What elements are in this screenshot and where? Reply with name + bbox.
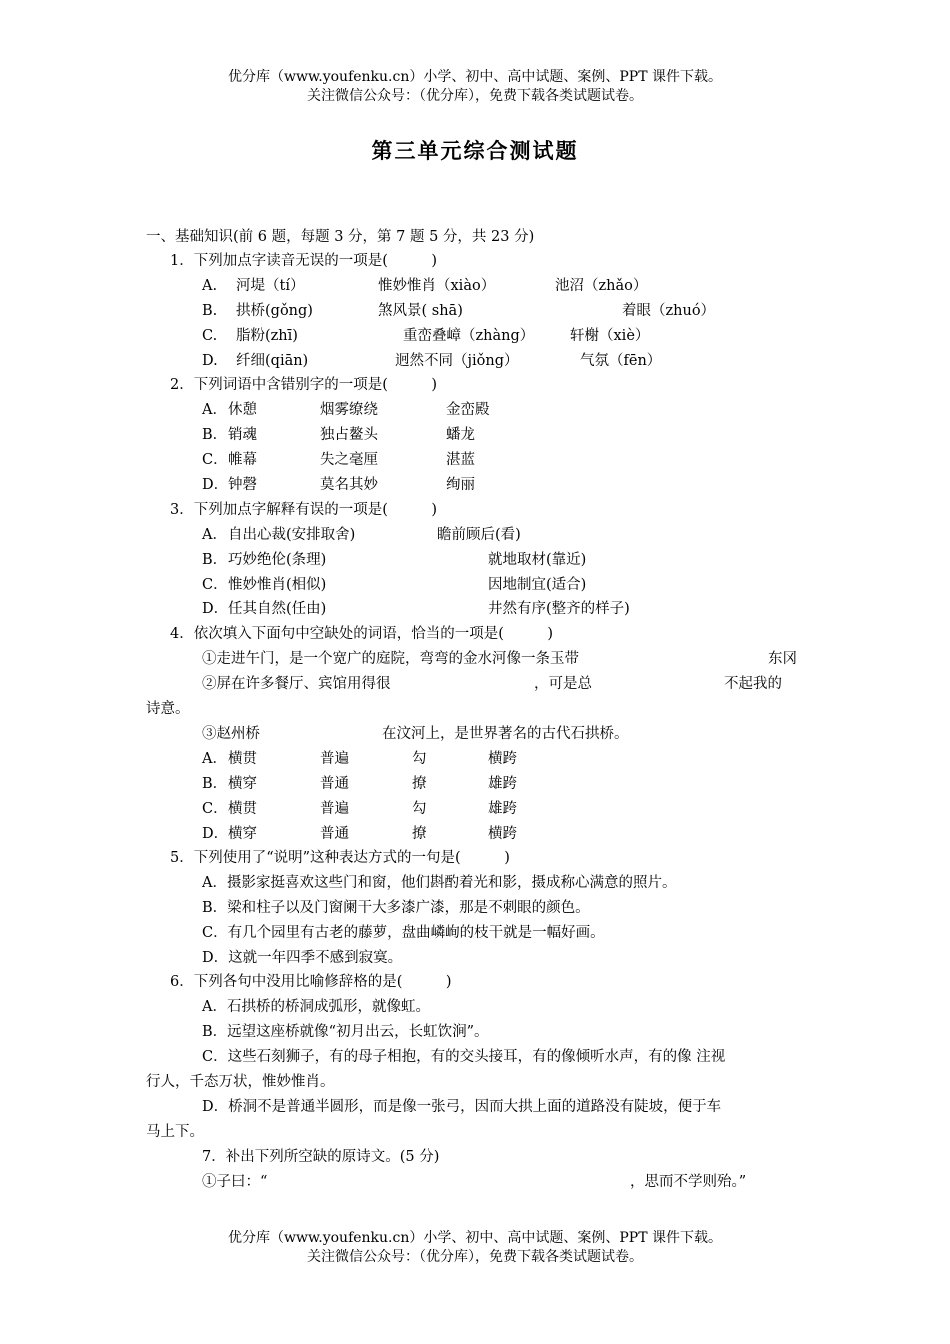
option-cell: 迥然不同（jiǒng） bbox=[395, 353, 519, 369]
option-cell: 普遍 bbox=[320, 751, 349, 767]
option-cell: 横跨 bbox=[488, 826, 517, 842]
option-label: A. bbox=[202, 278, 218, 294]
question-5-option-b: B．梁和柱子以及门窗阑干大多漆广漆，那是不刺眼的颜色。 bbox=[202, 900, 590, 916]
option-cell: 普通 bbox=[320, 826, 349, 842]
option-cell: 横贯 bbox=[228, 801, 257, 817]
option-label: B． bbox=[202, 427, 228, 443]
option-label: B. bbox=[202, 303, 218, 319]
question-6-option-a: A．石拱桥的桥洞成弧形，就像虹。 bbox=[202, 999, 430, 1015]
option-cell: 勾 bbox=[412, 751, 427, 767]
page-header-line1: 优分库（www.youfenku.cn）小学、初中、高中试题、案例、PPT 课件下载。 bbox=[227, 69, 722, 85]
question-4-sentence-1: ①走进午门，是一个宽广的庭院，弯弯的金水河像一条玉带 bbox=[202, 651, 579, 667]
question-4-stem: 4．依次填入下面句中空缺处的词语，恰当的一项是( ) bbox=[170, 626, 554, 642]
option-cell: 煞风景( shā) bbox=[378, 303, 463, 319]
option-label: C. bbox=[202, 328, 218, 344]
option-cell: 横贯 bbox=[228, 751, 257, 767]
option-cell: 巧妙绝伦(条理) bbox=[228, 552, 327, 568]
page-title: 第三单元综合测试题 bbox=[371, 138, 579, 163]
option-cell: 横跨 bbox=[488, 751, 517, 767]
option-cell: 就地取材(靠近) bbox=[488, 552, 587, 568]
question-4-sentence-2: ②屏在许多餐厅、宾馆用得很 bbox=[202, 676, 391, 692]
option-label: D. bbox=[202, 353, 218, 369]
option-cell: 雄跨 bbox=[488, 776, 517, 792]
question-6-option-d: D．桥洞不是普通半圆形，而是像一张弓，因而大拱上面的道路没有陡坡，便于车 bbox=[202, 1099, 722, 1115]
question-4-sentence-2-tail: 不起我的 bbox=[724, 676, 782, 692]
option-cell: 横穿 bbox=[228, 826, 257, 842]
option-cell: 轩榭（xiè） bbox=[570, 328, 650, 344]
option-cell: 独占鳌头 bbox=[320, 427, 378, 443]
option-cell: 河堤（tí） bbox=[236, 278, 305, 294]
question-6-option-b: B．远望这座桥就像“初月出云，长虹饮涧”。 bbox=[202, 1024, 489, 1040]
page-header-line2: 关注微信公众号：（优分库），免费下载各类试题试卷。 bbox=[307, 88, 643, 104]
option-label: B． bbox=[202, 552, 228, 568]
question-7-line-1-tail: ，思而不学则殆。” bbox=[630, 1174, 747, 1190]
section-heading: 一、基础知识(前 6 题，每题 3 分，第 7 题 5 分，共 23 分) bbox=[146, 229, 535, 245]
option-label: D． bbox=[202, 826, 229, 842]
option-cell: 瞻前顾后(看) bbox=[437, 527, 521, 543]
option-cell: 普通 bbox=[320, 776, 349, 792]
option-cell: 井然有序(整齐的样子) bbox=[488, 601, 630, 617]
option-cell: 气氛（fēn） bbox=[580, 353, 662, 369]
question-4-sentence-3: ③赵州桥 bbox=[202, 726, 260, 742]
option-cell: 撩 bbox=[412, 826, 427, 842]
option-cell: 池沼（zhǎo） bbox=[555, 278, 648, 294]
option-label: C． bbox=[202, 801, 228, 817]
option-cell: 横穿 bbox=[228, 776, 257, 792]
question-5-option-a: A．摄影家挺喜欢这些门和窗，他们斟酌着光和影，摄成称心满意的照片。 bbox=[202, 875, 677, 891]
option-cell: 帷幕 bbox=[228, 452, 257, 468]
question-5-option-c: C．有几个园里有古老的藤萝，盘曲嶙峋的枝干就是一幅好画。 bbox=[202, 925, 605, 941]
option-cell: 绚丽 bbox=[446, 477, 475, 493]
question-3-stem: 3．下列加点字解释有误的一项是( ) bbox=[170, 502, 438, 518]
option-cell: 惟妙惟肖(相似) bbox=[228, 577, 327, 593]
option-cell: 休憩 bbox=[228, 402, 257, 418]
option-cell: 湛蓝 bbox=[446, 452, 475, 468]
question-5-stem: 5．下列使用了“说明”这种表达方式的一句是( ) bbox=[170, 850, 510, 866]
option-cell: 撩 bbox=[412, 776, 427, 792]
page-footer-line2: 关注微信公众号：（优分库），免费下载各类试题试卷。 bbox=[307, 1249, 643, 1265]
question-4-sentence-3-tail: 在汶河上，是世界著名的古代石拱桥。 bbox=[382, 726, 629, 742]
option-cell: 惟妙惟肖（xiào） bbox=[378, 278, 496, 294]
question-6-option-c-wrap: 行人，千态万状，惟妙惟肖。 bbox=[146, 1074, 335, 1090]
option-label: D． bbox=[202, 601, 229, 617]
question-7-line-1: ①子曰：“ bbox=[202, 1174, 268, 1190]
option-label: A． bbox=[202, 402, 227, 418]
option-cell: 金峦殿 bbox=[446, 402, 490, 418]
option-cell: 勾 bbox=[412, 801, 427, 817]
option-label: B． bbox=[202, 776, 228, 792]
option-cell: 雄跨 bbox=[488, 801, 517, 817]
option-cell: 钟磬 bbox=[228, 477, 257, 493]
option-cell: 脂粉(zhī) bbox=[236, 328, 298, 344]
option-cell: 蟠龙 bbox=[446, 427, 475, 443]
question-6-option-d-wrap: 马上下。 bbox=[146, 1124, 204, 1140]
option-label: C． bbox=[202, 577, 228, 593]
question-5-option-d: D．这就一年四季不感到寂寞。 bbox=[202, 950, 403, 966]
option-cell: 自出心裁(安排取舍) bbox=[228, 527, 356, 543]
option-cell: 着眼（zhuó） bbox=[622, 303, 716, 319]
option-cell: 莫名其妙 bbox=[320, 477, 378, 493]
option-label: C． bbox=[202, 452, 228, 468]
question-4-sentence-2-mid: ，可是总 bbox=[534, 676, 592, 692]
page-footer-line1: 优分库（www.youfenku.cn）小学、初中、高中试题、案例、PPT 课件下载。 bbox=[227, 1230, 722, 1246]
question-6-stem: 6．下列各句中没用比喻修辞格的是( ) bbox=[170, 974, 452, 990]
option-label: A． bbox=[202, 751, 227, 767]
option-cell: 销魂 bbox=[228, 427, 257, 443]
option-cell: 烟雾缭绕 bbox=[320, 402, 378, 418]
question-1-stem: 1．下列加点字读音无误的一项是( ) bbox=[170, 253, 438, 269]
option-label: D． bbox=[202, 477, 229, 493]
question-2-stem: 2．下列词语中含错别字的一项是( ) bbox=[170, 377, 438, 393]
option-cell: 纤细(qiān) bbox=[236, 353, 309, 369]
option-cell: 因地制宜(适合) bbox=[488, 577, 587, 593]
question-6-option-c: C．这些石刻狮子，有的母子相抱，有的交头接耳，有的像倾听水声，有的像 注视 bbox=[202, 1049, 726, 1065]
question-4-sentence-1-tail: 东冈 bbox=[768, 651, 797, 667]
option-cell: 普遍 bbox=[320, 801, 349, 817]
option-cell: 拱桥(gǒng) bbox=[236, 303, 313, 319]
option-cell: 重峦叠嶂（zhàng） bbox=[403, 328, 535, 344]
option-label: A． bbox=[202, 527, 227, 543]
question-4-sentence-2-wrap: 诗意。 bbox=[146, 701, 190, 717]
option-cell: 失之毫厘 bbox=[320, 452, 378, 468]
option-cell: 任其自然(任由) bbox=[228, 601, 327, 617]
question-7-stem: 7．补出下列所空缺的原诗文。(5 分) bbox=[202, 1149, 440, 1165]
